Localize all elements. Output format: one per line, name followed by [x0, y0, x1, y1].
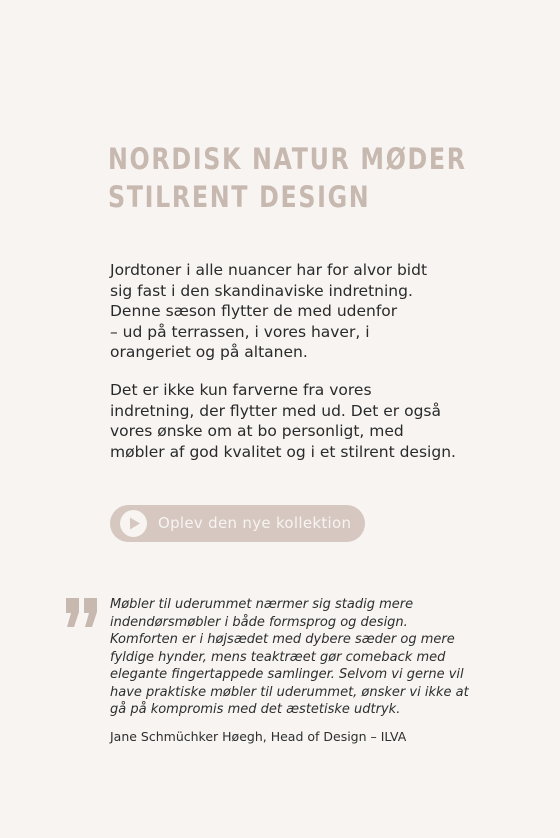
intro-line: møbler af god kvalitet og i et stilrent design.	[110, 442, 456, 461]
headline-line-2: STILRENT DESIGN	[108, 180, 371, 214]
intro-line: sig fast i den skandinaviske indretning.	[110, 281, 413, 300]
explore-collection-label: Oplev den nye kollektion	[158, 514, 352, 532]
intro-line: Jordtoner i alle nuancer har for alvor bidt	[110, 261, 428, 279]
intro-paragraph-2	[110, 380, 490, 462]
quote-line: elegante fingertappede samlinger. Selvom vi gerne vil	[110, 667, 464, 682]
intro-line: – ud på terrassen, i vores haver, i	[110, 322, 370, 341]
intro-line: orangeriet og på altanen.	[110, 343, 308, 361]
intro-line: Det er ikke kun farverne fra vores	[110, 381, 372, 399]
quote-mark-icon	[64, 598, 102, 628]
quote-line: fyldige hynder, mens teaktræet gør comeback med	[110, 649, 446, 665]
quote-line: indendørsmøbler i både formsprog og design.	[110, 614, 408, 630]
quote-line: Møbler til uderummet nærmer sig stadig mere	[110, 597, 414, 612]
intro-paragraph-1	[110, 260, 490, 363]
designer-quote	[110, 596, 490, 719]
headline-line-1: NORDISK NATUR MØDER	[108, 142, 467, 176]
intro-line: Denne sæson flytter de med udenfor	[110, 302, 398, 320]
explore-collection-button[interactable]	[110, 505, 365, 542]
play-icon	[120, 510, 147, 537]
page-title	[108, 140, 467, 216]
quote-line: Komforten er i højsædet med dybere sæder og mere	[110, 632, 455, 647]
quote-attribution: Jane Schmüchker Høegh, Head of Design – ILVA	[110, 729, 407, 744]
intro-line: indretning, der flytter med ud. Det er også	[110, 401, 441, 420]
intro-line: vores ønske om at bo personligt, med	[110, 422, 404, 440]
quote-line: gå på kompromis med det æstetiske udtryk.	[110, 702, 401, 717]
quote-line: have praktiske møbler til uderummet, ønsker vi ikke at	[110, 684, 469, 700]
